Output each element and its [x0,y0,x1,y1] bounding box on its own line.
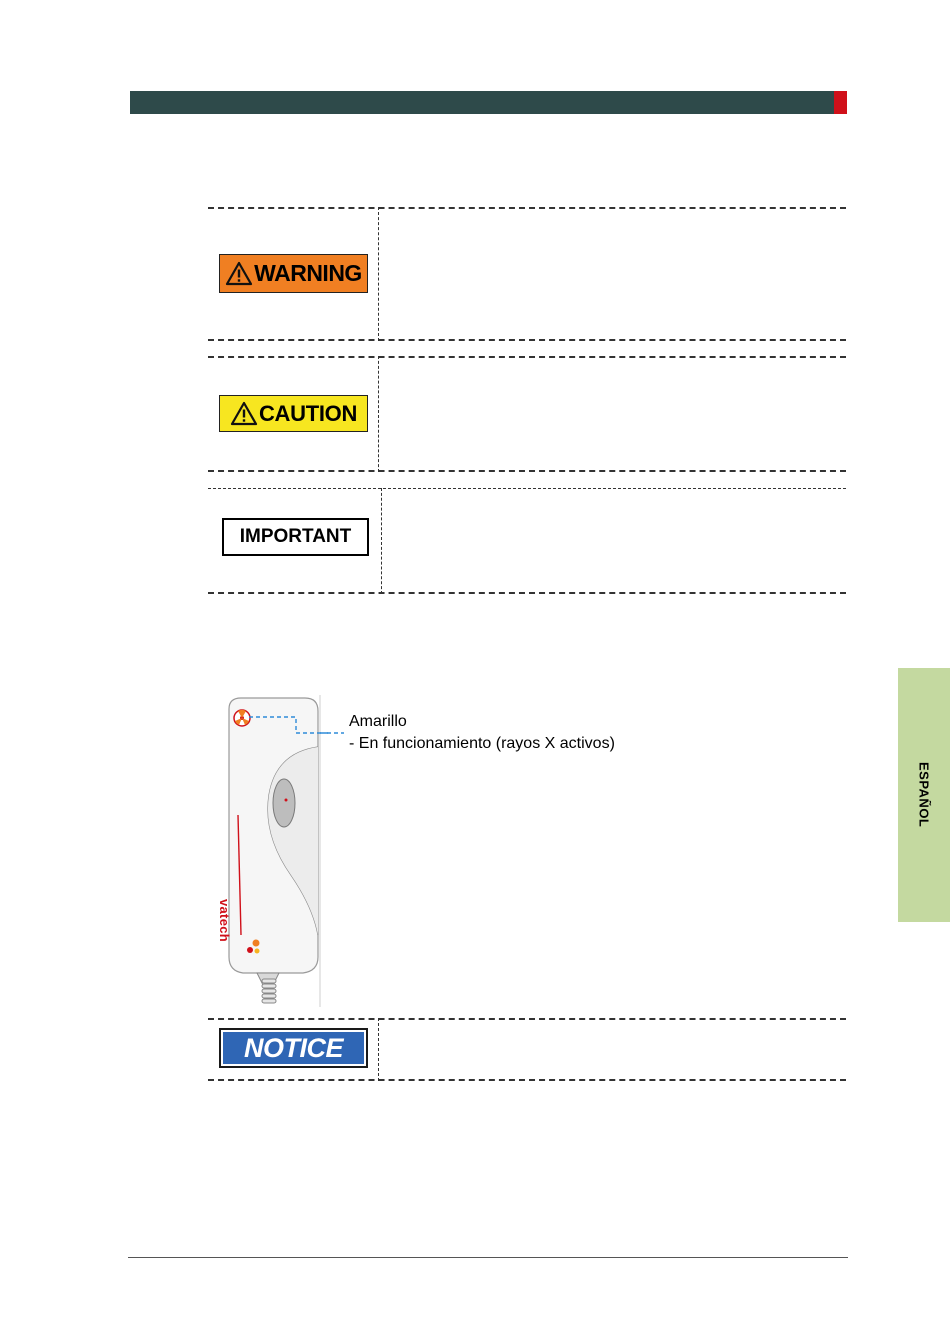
important-label: IMPORTANT [239,526,352,547]
important-block [208,488,846,594]
dashed-rule [208,488,846,489]
dashed-rule [208,339,846,341]
dashed-rule [208,356,846,358]
dashed-rule [208,1079,846,1081]
column-divider [378,1018,379,1081]
column-divider [381,488,382,594]
header-bar [130,91,834,114]
notice-badge [219,1028,368,1068]
dashed-rule [208,470,846,472]
hand-switch-illustration [217,695,331,1007]
dashed-rule [208,207,846,209]
column-divider [378,356,379,472]
caution-badge [219,395,368,432]
warning-block [208,207,846,341]
brand-logo: vatech [217,899,232,942]
indicator-color-label: Amarillo [349,713,407,730]
caution-label: CAUTION [258,400,358,426]
column-divider [378,207,379,341]
notice-block [208,1018,846,1081]
header-accent [834,91,847,114]
dashed-rule [208,592,846,594]
indicator-callout [349,711,615,755]
notice-label: NOTICE [243,1032,343,1063]
important-badge [222,518,369,556]
dashed-rule [208,1018,846,1020]
caution-block [208,356,846,472]
indicator-description: - En funcionamiento (rayos X activos) [349,735,615,752]
language-tab[interactable] [898,668,950,922]
warning-triangle-icon [225,261,253,286]
warning-label: WARNING [254,260,362,286]
language-tab-label: ESPAÑOL [916,762,932,828]
warning-triangle-icon [230,401,258,426]
warning-badge [219,254,368,293]
footer-rule [128,1257,848,1258]
leader-line [320,725,346,739]
